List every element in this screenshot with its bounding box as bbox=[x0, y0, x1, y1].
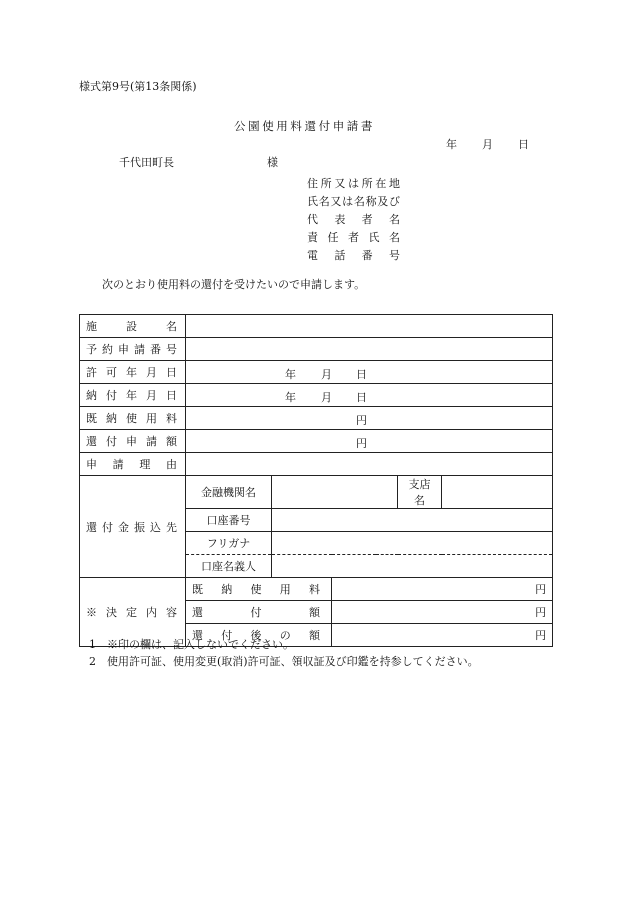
note-2-number: 2 bbox=[89, 655, 96, 668]
decision-paid-field[interactable] bbox=[332, 578, 553, 601]
permit-month-unit: 月 bbox=[321, 368, 332, 381]
decision-after-yen-unit: 円 bbox=[535, 629, 547, 642]
paid-fee-label: 既納使用料 bbox=[80, 407, 186, 430]
account-number-field[interactable] bbox=[272, 509, 553, 532]
paid-fee-field[interactable] bbox=[186, 407, 553, 430]
table-row bbox=[80, 453, 553, 476]
facility-name-field[interactable] bbox=[186, 315, 553, 338]
reservation-number-field[interactable] bbox=[186, 338, 553, 361]
note-1-number: 1 bbox=[89, 638, 96, 651]
intro-text: 次のとおり使用料の還付を受けたいので申請します。 bbox=[102, 278, 366, 291]
applicant-representative-label: 代表者名 bbox=[307, 213, 400, 226]
table-row bbox=[80, 315, 553, 338]
account-holder-field[interactable] bbox=[272, 555, 553, 578]
note-1 bbox=[89, 639, 294, 650]
applicant-block bbox=[307, 175, 400, 265]
date-day-label: 日 bbox=[518, 138, 529, 151]
reservation-number-label: 予約申請番号 bbox=[80, 338, 186, 361]
honorific: 様 bbox=[267, 156, 278, 169]
refund-amount-field[interactable] bbox=[186, 430, 553, 453]
account-holder-label: 口座名義人 bbox=[186, 555, 272, 578]
decision-paid-label: 既納使用料 bbox=[186, 578, 332, 601]
refund-amount-yen-unit: 円 bbox=[356, 437, 367, 450]
decision-after-field[interactable] bbox=[332, 624, 553, 647]
table-row bbox=[80, 384, 553, 407]
form-title: 公園使用料還付申請書 bbox=[234, 119, 375, 133]
reason-label: 申請理由 bbox=[80, 453, 186, 476]
applicant-phone-label: 電話番号 bbox=[307, 249, 400, 262]
permit-day-unit: 日 bbox=[356, 368, 367, 381]
branch-name-field[interactable] bbox=[442, 476, 553, 509]
branch-name-label: 支店名 bbox=[398, 476, 442, 509]
bank-name-label: 金融機関名 bbox=[186, 476, 272, 509]
decision-paid-yen-unit: 円 bbox=[535, 583, 547, 596]
decision-refund-label: 還付額 bbox=[186, 601, 332, 624]
table-row bbox=[80, 476, 553, 509]
table-row bbox=[80, 361, 553, 384]
payment-month-unit: 月 bbox=[321, 391, 332, 404]
table-row bbox=[80, 407, 553, 430]
table-row bbox=[80, 430, 553, 453]
decision-after-label: 還付後の額 bbox=[186, 624, 332, 647]
date-month-label: 月 bbox=[482, 138, 493, 151]
payment-date-field[interactable] bbox=[186, 384, 553, 407]
furigana-field[interactable] bbox=[272, 532, 553, 555]
reason-field[interactable] bbox=[186, 453, 553, 476]
bank-section-label: 還付金振込先 bbox=[80, 476, 186, 578]
decision-refund-yen-unit: 円 bbox=[535, 606, 547, 619]
permit-year-unit: 年 bbox=[285, 368, 296, 381]
date-year-label: 年 bbox=[446, 138, 457, 151]
decision-section-label: ※決定内容 bbox=[80, 578, 186, 647]
note-2-text: 使用許可証、使用変更(取消)許可証、領収証及び印鑑を持参してください。 bbox=[107, 655, 479, 668]
payment-date-label: 納付年月日 bbox=[80, 384, 186, 407]
table-row bbox=[80, 578, 553, 601]
note-1-text: ※印の欄は、記入しないでください。 bbox=[107, 638, 294, 651]
application-table bbox=[79, 314, 553, 647]
paid-fee-yen-unit: 円 bbox=[356, 414, 367, 427]
applicant-name-label: 氏名又は名称及び bbox=[307, 195, 400, 208]
payment-year-unit: 年 bbox=[285, 391, 296, 404]
refund-amount-label: 還付申請額 bbox=[80, 430, 186, 453]
permit-date-field[interactable] bbox=[186, 361, 553, 384]
facility-name-label: 施設名 bbox=[80, 315, 186, 338]
form-number: 様式第9号(第13条関係) bbox=[79, 80, 197, 93]
account-number-label: 口座番号 bbox=[186, 509, 272, 532]
bank-name-field[interactable] bbox=[272, 476, 398, 509]
applicant-responsible-label: 責任者氏名 bbox=[307, 231, 400, 244]
note-2 bbox=[89, 656, 479, 667]
table-row bbox=[80, 338, 553, 361]
addressee: 千代田町長 bbox=[119, 156, 174, 169]
furigana-label: フリガナ bbox=[186, 532, 272, 555]
decision-refund-field[interactable] bbox=[332, 601, 553, 624]
payment-day-unit: 日 bbox=[356, 391, 367, 404]
applicant-address-label: 住所又は所在地 bbox=[307, 177, 400, 190]
permit-date-label: 許可年月日 bbox=[80, 361, 186, 384]
